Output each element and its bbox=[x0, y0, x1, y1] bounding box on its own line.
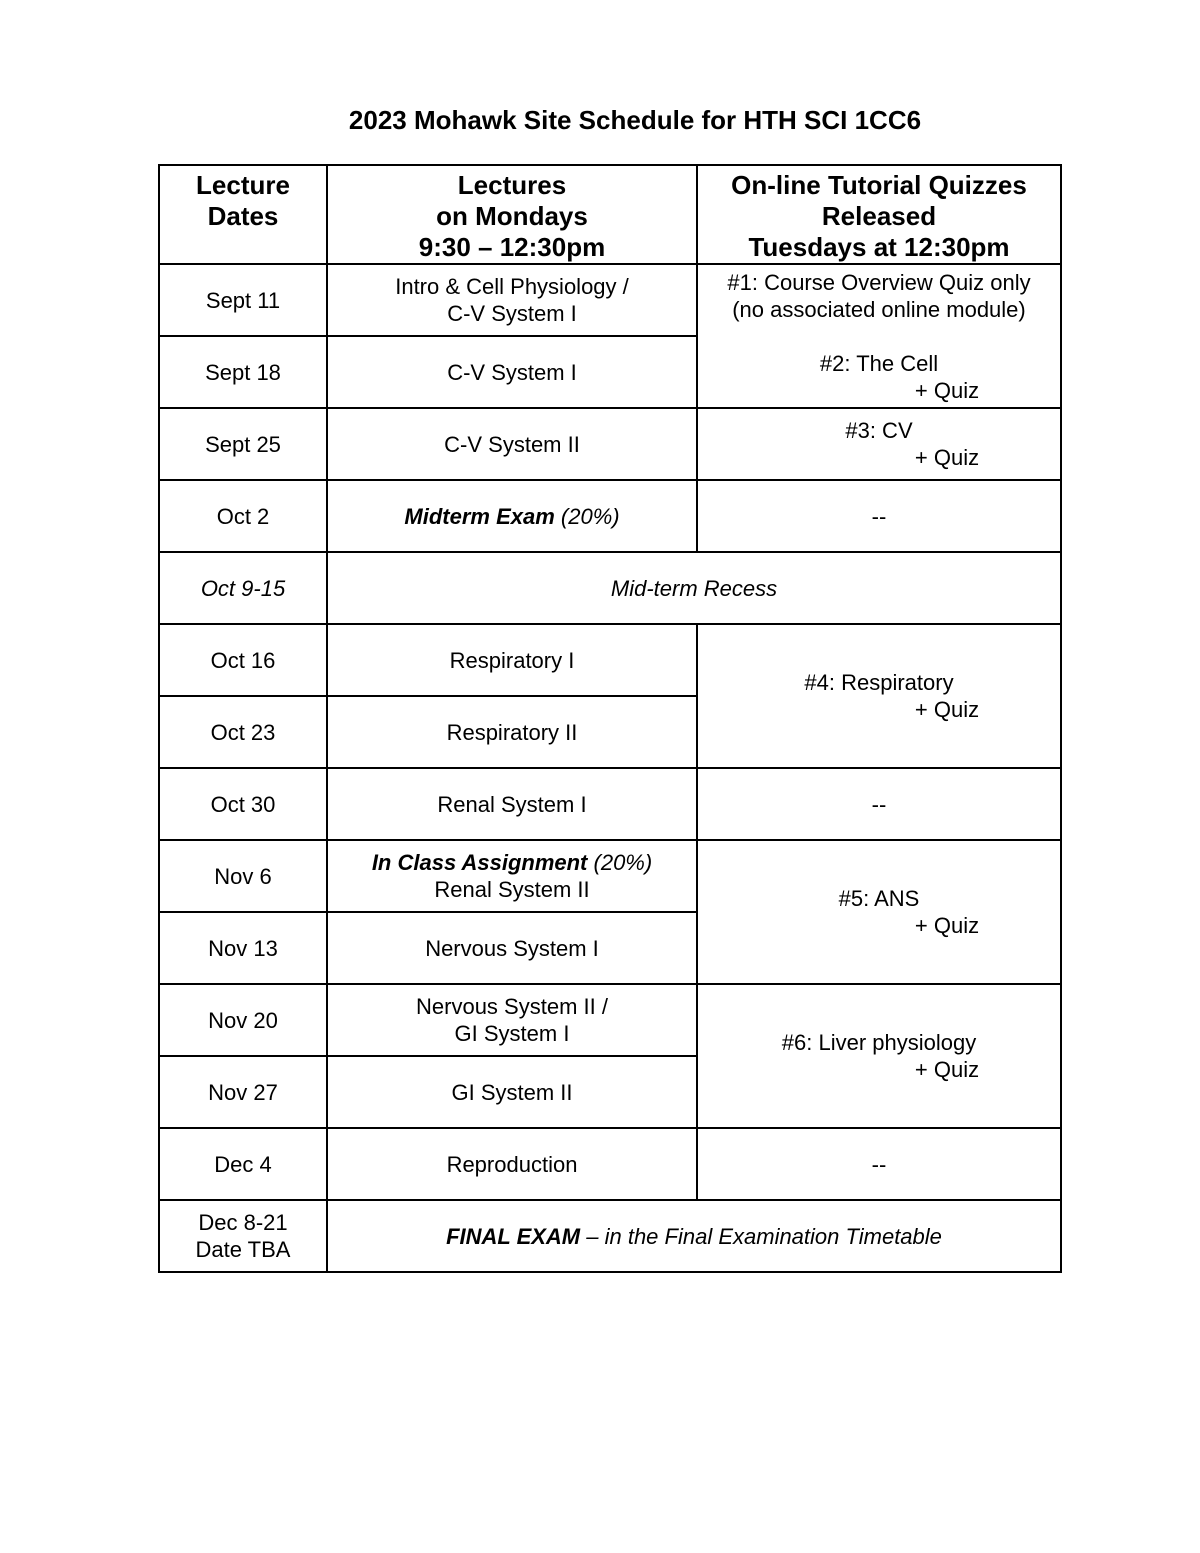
date-cell: Oct 23 bbox=[159, 696, 327, 768]
table-row bbox=[159, 1200, 1061, 1272]
header-lecture-dates: Lecture Dates bbox=[159, 165, 327, 264]
header-lectures: Lectures on Mondays 9:30 – 12:30pm bbox=[327, 165, 697, 264]
table-row bbox=[159, 480, 1061, 552]
date-cell: Nov 13 bbox=[159, 912, 327, 984]
table-row bbox=[159, 624, 1061, 696]
date-cell: Nov 20 bbox=[159, 984, 327, 1056]
quiz-cell: #5: ANS + Quiz bbox=[697, 840, 1061, 984]
date-cell: Oct 9-15 bbox=[159, 552, 327, 624]
table-row bbox=[159, 408, 1061, 480]
quiz-cell: -- bbox=[697, 1128, 1061, 1200]
page-title: 2023 Mohawk Site Schedule for HTH SCI 1CC6 bbox=[348, 105, 922, 135]
header-row bbox=[159, 165, 1061, 264]
table-row bbox=[159, 840, 1061, 912]
lecture-cell: GI System II bbox=[327, 1056, 697, 1128]
table-row bbox=[159, 984, 1061, 1056]
date-cell: Dec 8-21 Date TBA bbox=[159, 1200, 327, 1272]
table-row bbox=[159, 552, 1061, 624]
date-cell: Oct 30 bbox=[159, 768, 327, 840]
date-cell: Nov 27 bbox=[159, 1056, 327, 1128]
quiz-cell: #4: Respiratory + Quiz bbox=[697, 624, 1061, 768]
quiz-cell: #6: Liver physiology + Quiz bbox=[697, 984, 1061, 1128]
date-cell: Nov 6 bbox=[159, 840, 327, 912]
lecture-cell: Intro & Cell Physiology / C-V System I bbox=[327, 264, 697, 336]
date-cell: Oct 16 bbox=[159, 624, 327, 696]
date-cell: Sept 25 bbox=[159, 408, 327, 480]
quiz-cell: -- bbox=[697, 768, 1061, 840]
table-row bbox=[159, 264, 1061, 336]
lecture-cell: Midterm Exam (20%) bbox=[327, 480, 697, 552]
date-cell: Dec 4 bbox=[159, 1128, 327, 1200]
lecture-cell: Reproduction bbox=[327, 1128, 697, 1200]
date-cell: Oct 2 bbox=[159, 480, 327, 552]
lecture-cell: Nervous System I bbox=[327, 912, 697, 984]
table-row bbox=[159, 768, 1061, 840]
lecture-cell: C-V System II bbox=[327, 408, 697, 480]
final-exam-cell: FINAL EXAM – in the Final Examination Timetable bbox=[327, 1200, 1061, 1272]
lecture-cell: In Class Assignment (20%) Renal System II bbox=[327, 840, 697, 912]
lecture-cell: Nervous System II / GI System I bbox=[327, 984, 697, 1056]
quiz-cell: -- bbox=[697, 480, 1061, 552]
quiz-cell: #3: CV + Quiz bbox=[697, 408, 1061, 480]
quiz-cell: #1: Course Overview Quiz only (no associated online module) #2: The Cell + Quiz bbox=[697, 264, 1061, 408]
lecture-cell: Respiratory I bbox=[327, 624, 697, 696]
table-row bbox=[159, 1128, 1061, 1200]
schedule-table bbox=[158, 164, 1062, 1273]
recess-cell: Mid-term Recess bbox=[327, 552, 1061, 624]
lecture-cell: Respiratory II bbox=[327, 696, 697, 768]
header-quizzes: On-line Tutorial Quizzes Released Tuesdays at 12:30pm bbox=[697, 165, 1061, 264]
lecture-cell: Renal System I bbox=[327, 768, 697, 840]
date-cell: Sept 11 bbox=[159, 264, 327, 336]
date-cell: Sept 18 bbox=[159, 336, 327, 408]
lecture-cell: C-V System I bbox=[327, 336, 697, 408]
